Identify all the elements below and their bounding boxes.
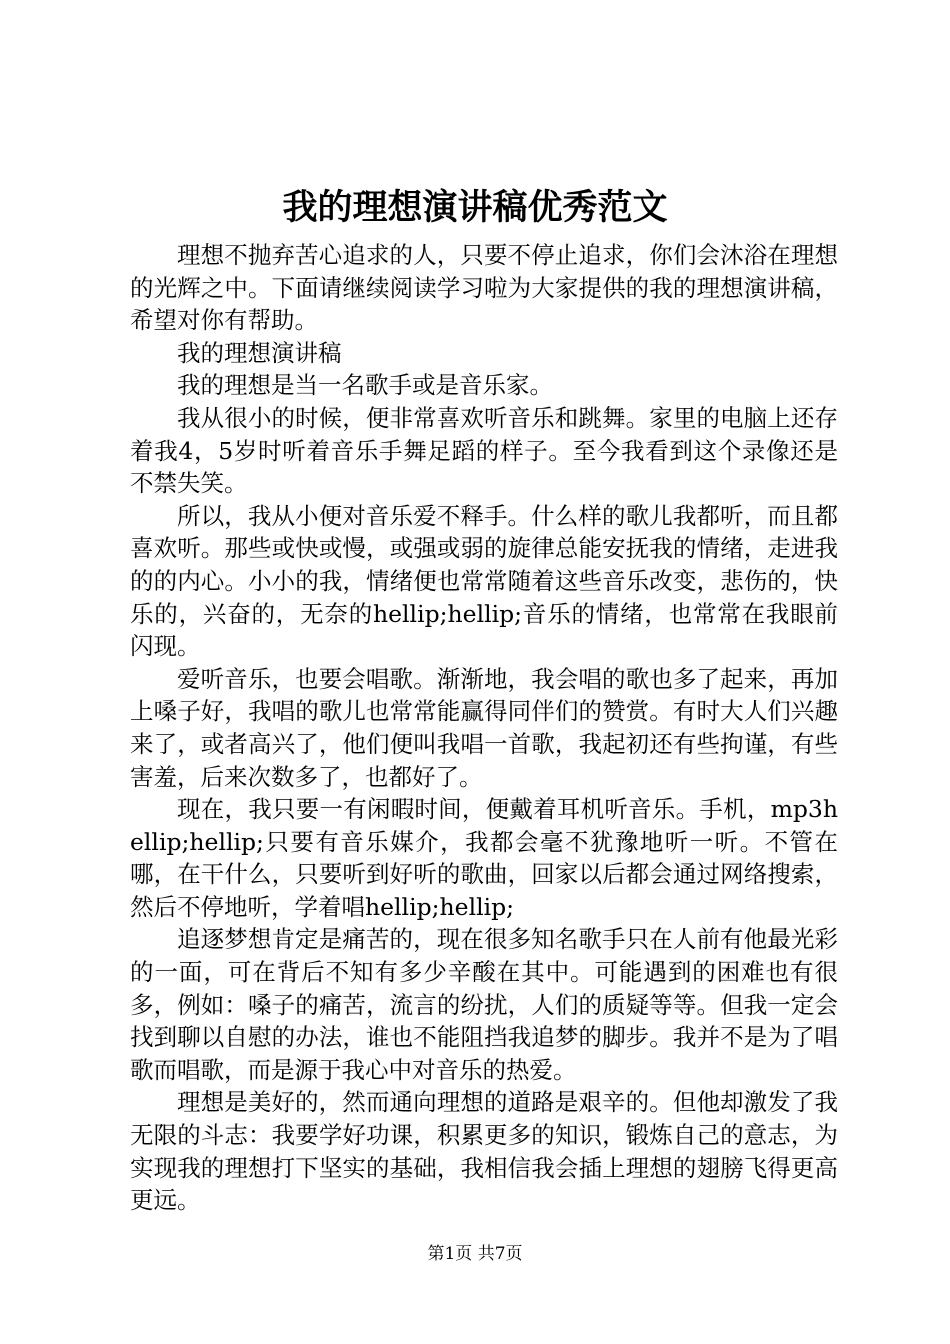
paragraph: 追逐梦想肯定是痛苦的，现在很多知名歌手只在人前有他最光彩的一面，可在背后不知有多少辛酸在其中。可能遇到的困难也有很多，例如：嗓子的痛苦，流言的纷扰，人们的质疑等等。但我一定会找到聊以自慰的办法，谁也不能阻挡我追梦的脚步。我并不是为了唱歌而唱歌，而是源于我心中对音乐的热爱。 [130, 925, 838, 1084]
paragraph-heading: 我的理想演讲稿 [177, 338, 342, 367]
paragraph: 爱听音乐，也要会唱歌。渐渐地，我会唱的歌也多了起来，再加上嗓子好，我唱的歌儿也常常能赢得同伴们的赞赏。有时大人们兴趣来了，或者高兴了，他们便叫我唱一首歌，我起初还有些拘谨，有些害羞，后来次数多了，也都好了。 [130, 664, 838, 791]
document-title: 我的理想演讲稿优秀范文 [282, 187, 668, 228]
paragraph: 所以，我从小便对音乐爱不释手。什么样的歌儿我都听，而且都喜欢听。那些或快或慢，或强或弱的旋律总能安抚我的情绪，走进我的的内心。小小的我，情绪便也常常随着这些音乐改变，悲伤的，快乐的，兴奋的，无奈的hellip;hellip;音乐的情绪，也常常在我眼前闪现。 [130, 501, 838, 661]
paragraph: 我的理想是当一名歌手或是音乐家。 [177, 371, 553, 400]
paragraph: 现在，我只要一有闲暇时间，便戴着耳机听音乐。手机，mp3hellip;hellip;只要有音乐媒介，我都会毫不犹豫地听一听。不管在哪，在干什么，只要听到好听的歌曲，回家以后都会通过网络搜索，然后不停地听，学着唱hellip;hellip; [130, 795, 838, 921]
paragraph-intro: 理想不抛弃苦心追求的人，只要不停止追求，你们会沐浴在理想的光辉之中。下面请继续阅读学习啦为大家提供的我的理想演讲稿，希望对你有帮助。 [130, 241, 838, 335]
document-body [130, 239, 838, 1217]
paragraph: 我从很小的时候，便非常喜欢听音乐和跳舞。家里的电脑上还存着我4，5岁时听着音乐手舞足蹈的样子。至今我看到这个录像还是不禁失笑。 [130, 403, 838, 498]
page-footer: 第1页 共7页 [427, 1244, 523, 1264]
paragraph: 理想是美好的，然而通向理想的道路是艰辛的。但他却激发了我无限的斗志：我要学好功课，积累更多的知识，锻炼自己的意志，为实现我的理想打下坚实的基础，我相信我会插上理想的翅膀飞得更高更远。 [130, 1088, 838, 1215]
